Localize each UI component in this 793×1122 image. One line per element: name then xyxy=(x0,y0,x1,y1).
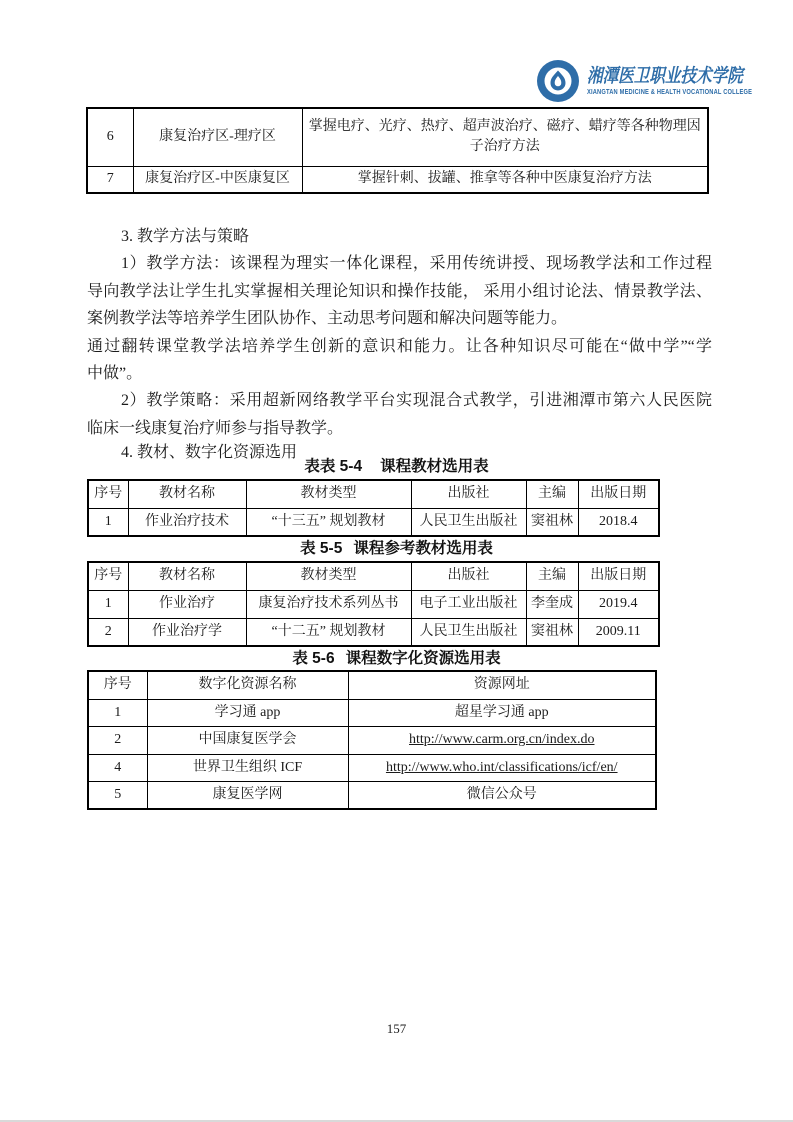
table-row xyxy=(88,590,659,618)
table-header-row xyxy=(88,671,656,699)
paragraph-line: 案例教学法等培养学生团队协作、主动思考问题和解决问题等能力。 xyxy=(87,310,568,328)
table-5-6-caption: 课程数字化资源选用表 xyxy=(345,650,501,667)
header-cell: 序号 xyxy=(88,562,128,590)
row-number-cell: 6 xyxy=(87,108,133,166)
resource-link[interactable]: http://www.who.int/classifications/icf/en/ xyxy=(348,754,656,782)
header-cell: 教材名称 xyxy=(128,480,246,508)
table-row xyxy=(87,166,708,193)
cell: 2009.11 xyxy=(578,618,659,646)
header-cell: 出版日期 xyxy=(578,480,659,508)
table-5-5-caption: 课程参考教材选用表 xyxy=(353,540,493,557)
header-cell: 资源网址 xyxy=(348,671,656,699)
table-row xyxy=(88,699,656,727)
header-cell: 教材类型 xyxy=(246,480,411,508)
header-cell: 出版日期 xyxy=(578,562,659,590)
college-logo xyxy=(536,59,788,103)
cell: 人民卫生出版社 xyxy=(411,508,526,536)
digital-resource-table xyxy=(87,670,657,810)
cell: 4 xyxy=(88,754,147,782)
paragraph-line: 中做”。 xyxy=(87,365,143,383)
facility-requirement-cell: 掌握电疗、光疗、热疗、超声波治疗、磁疗、蜡疗等各种物理因子治疗方法 xyxy=(302,108,708,166)
page-number: 157 xyxy=(386,1021,407,1036)
cell: 1 xyxy=(88,508,128,536)
header-cell: 教材名称 xyxy=(128,562,246,590)
cell: 5 xyxy=(88,782,147,810)
course-textbook-table xyxy=(87,479,660,537)
section-heading-materials: 4. 教材、数字化资源选用 xyxy=(121,444,298,462)
facility-name-cell: 康复治疗区-中医康复区 xyxy=(133,166,302,193)
table-row xyxy=(88,618,659,646)
section-heading-teaching-methods: 3. 教学方法与策略 xyxy=(121,228,250,245)
cell: 窦祖林 xyxy=(526,618,578,646)
cell: “十三五” 规划教材 xyxy=(246,508,411,536)
table-row xyxy=(88,754,656,782)
table-5-4-caption: 课程教材选用表 xyxy=(380,458,489,475)
college-name-en: XIANGTAN MEDICINE & HEALTH VOCATIONAL COLLEGE xyxy=(587,88,753,96)
header-cell: 序号 xyxy=(88,480,128,508)
cell: 电子工业出版社 xyxy=(411,590,526,618)
cell: 人民卫生出版社 xyxy=(411,618,526,646)
paragraph-line: 1）教学方法：该课程为理实一体化课程，采用传统讲授、现场教学法和工作过程 xyxy=(121,255,712,273)
cell: 1 xyxy=(88,590,128,618)
table-5-5-title xyxy=(0,540,793,557)
cell: 李奎成 xyxy=(526,590,578,618)
paragraph-line: 导向教学法让学生扎实掌握相关理论知识和操作技能， 采用小组讨论法、情景教学法、 xyxy=(87,282,712,300)
paragraph-line: 通过翻转课堂教学法培养学生创新的意识和能力。让各种知识尽可能在“做中学”“学 xyxy=(87,337,712,355)
table-header-row xyxy=(88,562,659,590)
paragraph-line: 2）教学策略：采用超新网络教学平台实现混合式教学，引进湘潭市第六人民医院 xyxy=(121,392,712,410)
cell: 2 xyxy=(88,618,128,646)
table-header-row xyxy=(88,480,659,508)
header-cell: 出版社 xyxy=(411,562,526,590)
header-cell: 主编 xyxy=(526,480,578,508)
body-text xyxy=(87,223,712,464)
cell: 1 xyxy=(88,699,147,727)
cell: 超星学习通 app xyxy=(348,699,656,727)
cell: 微信公众号 xyxy=(348,782,656,810)
table-row xyxy=(88,782,656,810)
reference-textbook-table xyxy=(87,561,660,647)
facility-requirements-table xyxy=(86,107,709,194)
table-row xyxy=(88,727,656,755)
college-name-cn: 湘潭医卫职业技术学院 xyxy=(587,65,743,87)
header-cell: 主编 xyxy=(526,562,578,590)
header-cell: 序号 xyxy=(88,671,147,699)
row-number-cell: 7 xyxy=(87,166,133,193)
cell: 世界卫生组织 ICF xyxy=(147,754,348,782)
header-cell: 出版社 xyxy=(411,480,526,508)
college-emblem-icon xyxy=(536,59,580,103)
table-5-6-number: 表 5-6 xyxy=(292,650,335,667)
cell: 学习通 app xyxy=(147,699,348,727)
cell: 作业治疗 xyxy=(128,590,246,618)
cell: 中国康复医学会 xyxy=(147,727,348,755)
cell: 康复医学网 xyxy=(147,782,348,810)
facility-requirement-cell: 掌握针刺、拔罐、推拿等各种中医康复治疗方法 xyxy=(302,166,708,193)
table-row xyxy=(87,108,708,166)
table-5-4-title xyxy=(0,458,793,475)
paragraph-line: 临床一线康复治疗师参与指导教学。 xyxy=(87,419,344,437)
table-5-6-title xyxy=(0,650,793,667)
header-cell: 教材类型 xyxy=(246,562,411,590)
cell: 2 xyxy=(88,727,147,755)
table-row xyxy=(88,508,659,536)
resource-link[interactable]: http://www.carm.org.cn/index.do xyxy=(348,727,656,755)
header-cell: 数字化资源名称 xyxy=(147,671,348,699)
table-5-5-number: 表 5-5 xyxy=(300,540,343,557)
cell: 康复治疗技术系列丛书 xyxy=(246,590,411,618)
facility-name-cell: 康复治疗区-理疗区 xyxy=(133,108,302,166)
cell: 作业治疗学 xyxy=(128,618,246,646)
cell: 2019.4 xyxy=(578,590,659,618)
cell: “十二五” 规划教材 xyxy=(246,618,411,646)
cell: 窦祖林 xyxy=(526,508,578,536)
cell: 2018.4 xyxy=(578,508,659,536)
table-5-4-number: 表表 5-4 xyxy=(304,458,363,475)
cell: 作业治疗技术 xyxy=(128,508,246,536)
